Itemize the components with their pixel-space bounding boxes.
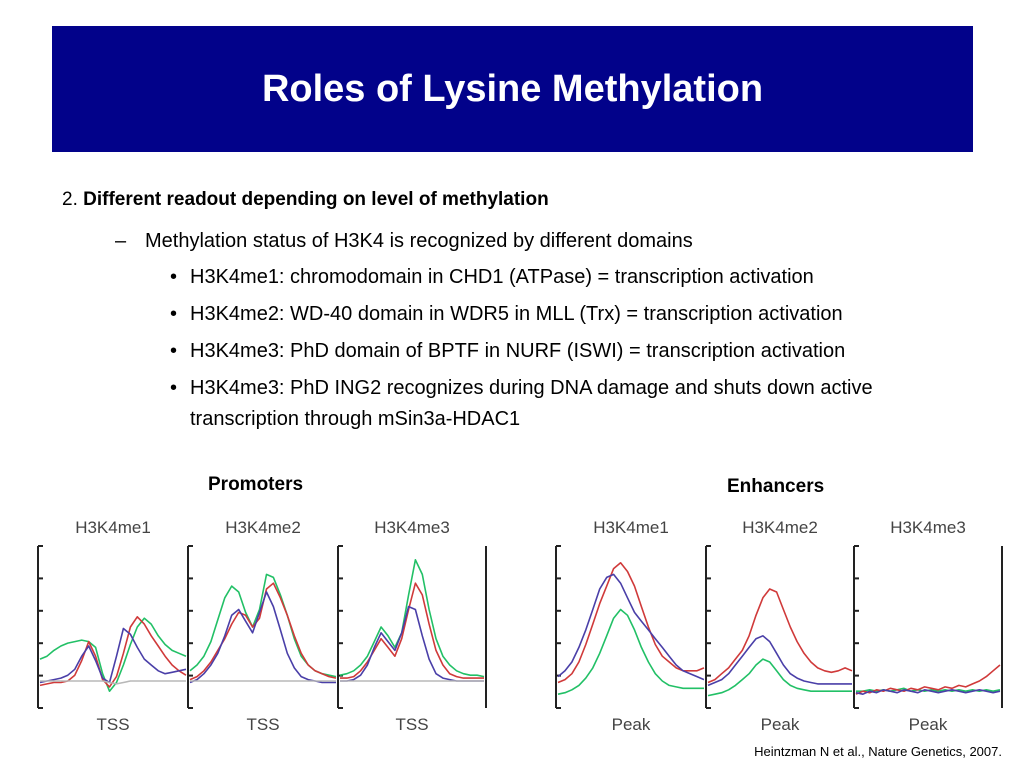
enhancers-h3k4me2-title: H3K4me2 [742, 518, 818, 537]
bullet-text: H3K4me3: PhD ING2 recognizes during DNA damage and shuts down active transcription through mSin3a-HDAC1 [190, 377, 873, 430]
promoters-h3k4me3-green-series [340, 560, 484, 677]
promoters-h3k4me2-red-series [190, 583, 336, 679]
title-bar [52, 26, 973, 152]
point-number: 2. [62, 189, 78, 210]
enhancers-h3k4me3-xlabel: Peak [908, 715, 948, 734]
promoters-h3k4me3-title: H3K4me3 [374, 518, 450, 537]
enhancers-h3k4me2-green-series [708, 659, 852, 696]
bullet-text: H3K4me3: PhD domain of BPTF in NURF (ISWI) = transcription activation [190, 340, 846, 362]
enhancers-h3k4me1-title: H3K4me1 [593, 518, 669, 537]
enhancers-label: Enhancers [727, 476, 825, 497]
citation: Heintzman N et al., Nature Genetics, 2007. [754, 744, 1002, 759]
enhancers-h3k4me3-title: H3K4me3 [890, 518, 966, 537]
bullet-item [170, 262, 1002, 293]
enhancers-h3k4me2-red-series [708, 589, 852, 683]
promoters-h3k4me1-title: H3K4me1 [75, 518, 151, 537]
sub-point [115, 228, 1002, 435]
promoters-h3k4me3-xlabel: TSS [395, 715, 429, 734]
point-text: Different readout depending on level of methylation [83, 189, 549, 210]
dash-marker: – [115, 230, 127, 252]
bullet-marker: • [170, 266, 178, 288]
slide-title: Roles of Lysine Methylation [261, 67, 764, 110]
bullet-text: H3K4me2: WD-40 domain in WDR5 in MLL (Trx) = transcription activation [190, 303, 843, 325]
chip-profiles-figure [0, 500, 1024, 745]
bullet-item [170, 336, 1002, 367]
enhancers-h3k4me2-xlabel: Peak [760, 715, 800, 734]
bullet-marker: • [170, 303, 178, 325]
bullet-marker: • [170, 340, 178, 362]
enhancers-h3k4me2-purple-series [708, 636, 852, 686]
promoters-h3k4me1-red-series [40, 617, 186, 687]
enhancers-h3k4me1-purple-series [558, 574, 704, 679]
enhancers-h3k4me1-green-series [558, 610, 704, 695]
slide-content [62, 186, 1002, 441]
promoters-h3k4me1-xlabel: TSS [96, 715, 130, 734]
enhancers-h3k4me1-xlabel: Peak [611, 715, 651, 734]
sub-point-text: Methylation status of H3K4 is recognized by different domains [145, 230, 693, 252]
promoters-h3k4me2-xlabel: TSS [246, 715, 280, 734]
bullet-list [170, 262, 1002, 435]
bullet-item [170, 299, 1002, 330]
promoters-label: Promoters [208, 474, 304, 495]
bullet-marker: • [170, 377, 178, 399]
promoters-h3k4me2-title: H3K4me2 [225, 518, 301, 537]
bullet-text: H3K4me1: chromodomain in CHD1 (ATPase) = transcription activation [190, 266, 814, 288]
bullet-item [170, 373, 910, 435]
point-2 [62, 186, 1002, 214]
